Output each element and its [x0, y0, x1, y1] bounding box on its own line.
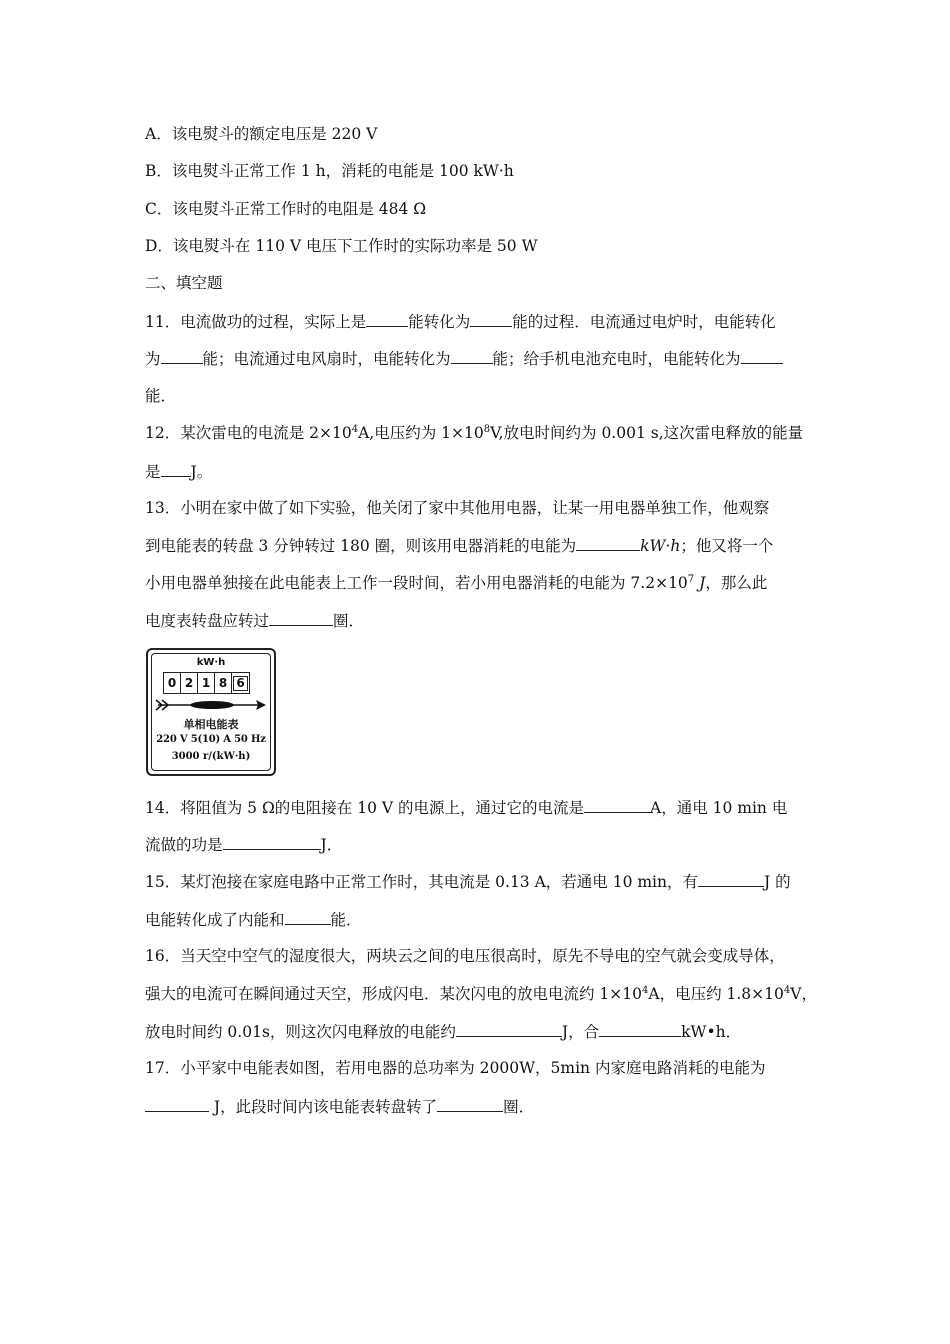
- q15-line-1: 15．某灯泡接在家庭电路中正常工作时，其电流是 0.13 A，若通电 10 min，有 J 的: [145, 873, 791, 891]
- answer-blank[interactable]: [451, 348, 493, 364]
- answer-blank[interactable]: [698, 871, 764, 887]
- q11-line-3: 能．: [145, 387, 177, 405]
- q17-line-1: 17．小平家中电能表如图，若用电器的总功率为 2000W，5min 内家庭电路消耗的电能为: [145, 1059, 766, 1077]
- q11-line-1: 11．电流做功的过程，实际上是 能转化为 能的过程．电流通过电炉时，电能转化: [145, 313, 776, 331]
- q12-line-1: 12．某次雷电的电流是 $2\times 10^4A$,电压约为 $1\times 10^8V$,放电时间约为 0.001 s,这次雷电释放的能量: [145, 424, 804, 442]
- answer-blank[interactable]: [456, 1021, 562, 1037]
- q12-line-2: 是 J。: [145, 463, 213, 481]
- meter-digits: [163, 672, 250, 694]
- answer-blank[interactable]: [437, 1096, 503, 1112]
- option-c: C．该电熨斗正常工作时的电阻是 484 Ω: [145, 200, 427, 218]
- q13-line-1: 13．小明在家中做了如下实验，他关闭了家中其他用电器，让某一用电器单独工作，他观察: [145, 499, 770, 517]
- answer-blank[interactable]: [584, 797, 650, 813]
- q16-line-2: 强大的电流可在瞬间通过天空，形成闪电．某次闪电的放电电流约 $1\times 10^4A$，电压约 $1.8\times 10^4V$，: [145, 985, 817, 1003]
- q16-line-1: 16．当天空中空气的湿度很大，两块云之间的电压很高时，原先不导电的空气就会变成导体，: [145, 947, 785, 965]
- meter-digit: 1: [198, 673, 215, 693]
- q14-line-1: 14．将阻值为 5 Ω的电阻接在 10 V 的电源上，通过它的电流是 A，通电 10 min 电: [145, 799, 788, 817]
- meter-unit: kW·h: [196, 657, 226, 668]
- answer-blank[interactable]: [741, 348, 783, 364]
- answer-blank[interactable]: [161, 348, 203, 364]
- section-title: 二、填空题: [145, 274, 223, 292]
- meter-digit-decimal: 6: [232, 673, 249, 693]
- q17-line-2: J，此段时间内该电能表转盘转了 圈．: [145, 1096, 534, 1117]
- meter-name: 单相电能表: [183, 718, 239, 731]
- answer-blank[interactable]: [223, 834, 321, 850]
- answer-blank[interactable]: [145, 1096, 209, 1112]
- q16-line-3: 放电时间约 0.01s，则这次闪电释放的电能约 J，合 kW•h．: [145, 1023, 742, 1041]
- meter-revolutions: 3000 r/(kW·h): [171, 751, 251, 762]
- q11-line-2: 为 能；电流通过电风扇时，电能转化为 能；给手机电池充电时，电能转化为: [145, 348, 783, 369]
- meter-spec: 220 V 5(10) A 50 Hz: [156, 734, 266, 745]
- option-a: A．该电熨斗的额定电压是 220 V: [145, 125, 378, 143]
- answer-blank[interactable]: [599, 1021, 681, 1037]
- electric-meter-figure: [146, 648, 276, 776]
- answer-blank[interactable]: [285, 909, 331, 925]
- q14-line-2: 流做的功是 J．: [145, 836, 343, 854]
- q13-line-2: 到电能表的转盘 3 分钟转过 180 圈，则该用电器消耗的电能为 kW·h；他又将一个: [145, 537, 774, 555]
- meter-digit: 0: [164, 673, 181, 693]
- answer-blank[interactable]: [576, 535, 640, 551]
- q15-line-2: 电能转化成了内能和 能．: [145, 911, 362, 929]
- meter-digit: 2: [181, 673, 198, 693]
- answer-blank[interactable]: [366, 311, 408, 327]
- answer-blank[interactable]: [161, 461, 191, 477]
- answer-blank[interactable]: [470, 311, 512, 327]
- option-d: D．该电熨斗在 110 V 电压下工作时的实际功率是 50 W: [145, 237, 538, 255]
- q13-line-4: 电度表转盘应转过 圈．: [145, 612, 365, 630]
- meter-digit: 8: [215, 673, 232, 693]
- option-b: B．该电熨斗正常工作 1 h，消耗的电能是 100 kW·h: [145, 162, 514, 180]
- rotation-arrow-icon: [154, 698, 270, 712]
- answer-blank[interactable]: [269, 610, 333, 626]
- q13-line-3: 小用电器单独接在此电能表上工作一段时间，若小用电器消耗的电能为 $7.2\times 10^7$ J，那么此: [145, 574, 768, 592]
